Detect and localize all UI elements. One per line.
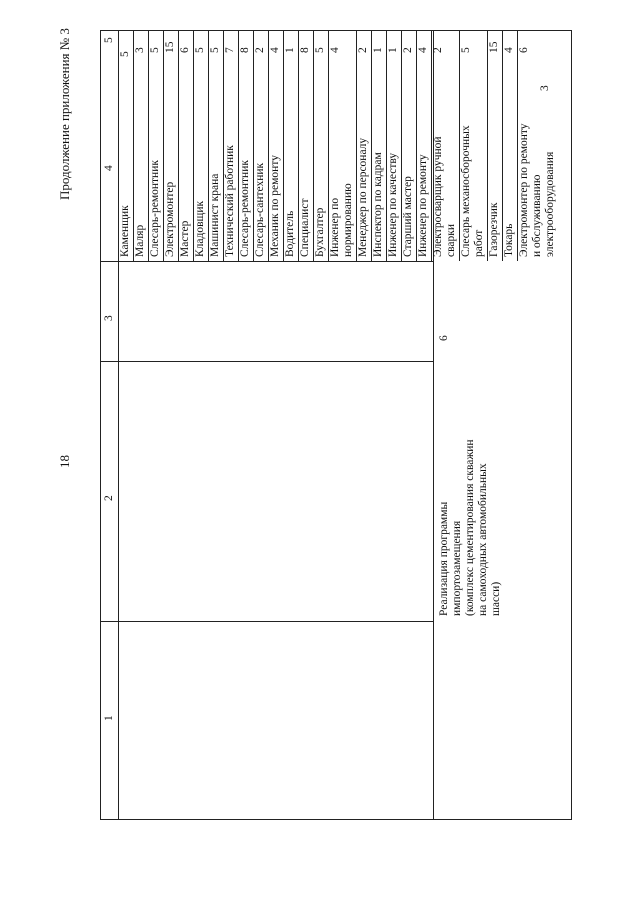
row-label: Электромонтер	[164, 181, 176, 257]
row-label: Старший мастер	[402, 176, 414, 257]
project-line: импортозамещения	[451, 520, 463, 616]
row-value: 5	[209, 47, 221, 53]
row-value: 5	[194, 47, 206, 53]
row-value: 15	[164, 41, 176, 53]
row-label: Электромонтер по ремонту	[518, 123, 530, 257]
col3-col4-border	[101, 261, 433, 262]
col-header-5: 5	[103, 37, 115, 43]
project-line: Реализация программы	[438, 501, 450, 616]
row-label: Менеджер по персоналу	[357, 137, 369, 257]
row-label: Специалист	[299, 198, 311, 257]
row-value: 3	[134, 47, 146, 53]
row-label: Инженер по качеству	[387, 152, 399, 257]
row-label: Маляр	[134, 224, 146, 257]
col1-col2-border	[101, 621, 433, 622]
row-label: Слесарь-сантехник	[254, 162, 266, 257]
row-value: 5	[460, 47, 472, 53]
row-value: 5	[119, 51, 131, 57]
col-header-3: 3	[103, 315, 115, 321]
col-header-2: 2	[103, 495, 115, 501]
row-label: нормированию	[342, 183, 354, 257]
row-value: 8	[239, 47, 251, 53]
project-line: на самоходных автомобильных	[477, 463, 489, 616]
col-header-4: 4	[103, 165, 115, 171]
row-value: 4	[329, 47, 341, 53]
row-label: Электросварщик ручной	[432, 136, 444, 257]
row-label: Кладовщик	[194, 200, 206, 257]
row-label: работ	[473, 229, 485, 257]
row-value: 2	[254, 47, 266, 53]
row-label: Бухгалтер	[314, 207, 326, 257]
row-label: Токарь	[503, 223, 515, 257]
row-label: сварки	[445, 224, 457, 257]
row-value: 5	[149, 47, 161, 53]
row-label: Газорезчик	[488, 202, 500, 257]
row-value: 5	[314, 47, 326, 53]
page-header	[55, 30, 85, 500]
row-label: Инженер по ремонту	[417, 154, 429, 257]
row-value: 8	[299, 47, 311, 53]
row-value: 2	[357, 47, 369, 53]
row-label: Машинист крана	[209, 173, 221, 257]
row-value: 7	[224, 47, 236, 53]
page-number: 18	[57, 455, 72, 468]
row-value: 1	[284, 47, 296, 53]
project-line: (комплекс цементирования скважин	[464, 439, 476, 616]
project-line: шасси)	[490, 581, 502, 616]
row-label: Технический работник	[224, 145, 236, 257]
row-value: 1	[372, 47, 384, 53]
group-count: 6	[438, 335, 450, 341]
row-label: Мастер	[179, 220, 191, 257]
row-value: 6	[179, 47, 191, 53]
row-value: 4	[503, 47, 515, 53]
row-label: Слесарь-ремонтник	[239, 160, 251, 257]
continuation-label: Продолжение приложения № 3	[57, 28, 72, 200]
row-value: 15	[488, 41, 500, 53]
row-value: 2	[432, 47, 444, 53]
row-value: 4	[417, 47, 429, 53]
row-label: Инженер по	[329, 197, 341, 257]
row-label: и обслуживанию	[531, 174, 543, 257]
row-label: Слесарь-ремонтник	[149, 160, 161, 257]
row-label: Механик по ремонту	[269, 155, 281, 257]
row-value: 6	[518, 47, 530, 53]
staffing-table	[100, 30, 572, 820]
row-label: Слесарь механосборочных	[460, 125, 472, 257]
row-value: 1	[387, 47, 399, 53]
col2-col3-border	[101, 361, 433, 362]
last-row-value: 3	[539, 85, 551, 91]
header-row-border	[118, 31, 119, 819]
row-label: Водитель	[284, 210, 296, 257]
row-value: 4	[269, 47, 281, 53]
col-header-1: 1	[103, 715, 115, 721]
row-label: Каменщик	[119, 205, 131, 257]
row-label: электрооборудования	[544, 151, 556, 257]
row-value: 2	[402, 47, 414, 53]
row-label: Инспектор по кадрам	[372, 152, 384, 257]
